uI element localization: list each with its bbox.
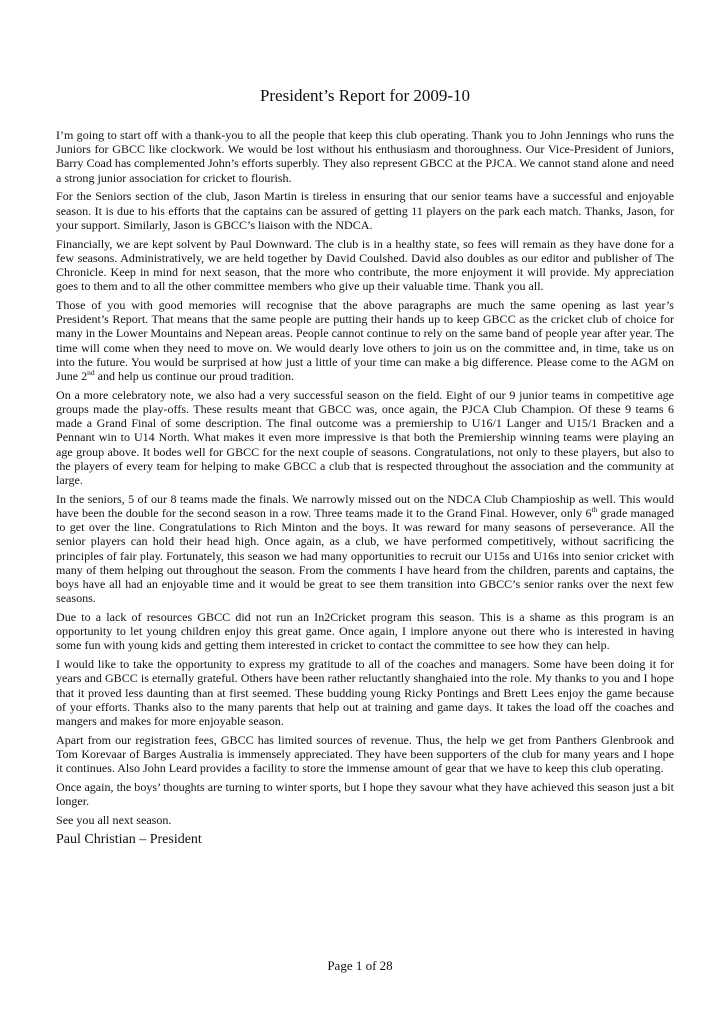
page-number: Page 1 of 28: [327, 958, 393, 973]
paragraph-sponsors: Apart from our registration fees, GBCC has limited sources of revenue. Thus, the help we get from Panthers Glenbrook and Tom Korevaar of Barges Australia is immensely appreciated. They have been supporters of the club for many years and I hope it continues. Also John Leard provides a facility to store the immense amount of gear that we have to keep this club operating.: [56, 732, 674, 776]
paragraph-text: and help us continue our proud tradition.: [94, 369, 295, 384]
paragraph-volunteers-juniors: I’m going to start off with a thank-you to all the people that keep this club operating. Thank you to John Jennings who runs the Juniors for GBCC like clockwork. We would be lost without his enthusiasm and thoroughness. Our Vice-President of Juniors, Barry Coad has complemented John’s efforts superbly. They also represent GBCC at the PJCA. We cannot stand alone and need a strong junior association for cricket to flourish.: [56, 128, 674, 185]
paragraph-in2cricket: Due to a lack of resources GBCC did not run an In2Cricket program this season. This is a shame as this program is an opportunity to let young children enjoy this great game. Once again, I implore anyone out there who is interested in having some fun with young kids and getting them interested in cricket to contact the committee to see how they can help.: [56, 610, 674, 653]
paragraph-junior-results: On a more celebratory note, we also had a very successful season on the field. Eight of our 9 junior teams in competitive age groups made the play-offs. These results meant that GBCC was, once again, the PJCA Club Champion. Of these 9 teams 6 made a Grand Final of some description. The final outcome was a premiership to U16/1 Langer and U15/1 Bracken and a Pennant win to U14 North. What makes it even more impressive is that both the Premiership winning teams were playing an age group above. It bodes well for GBCC for the next couple of seasons. Congratulations, not only to these players, but also to the players of every team for helping to make GBCC a club that is respected throughout the association and the community at large.: [56, 387, 674, 488]
signature: Paul Christian – President: [56, 831, 202, 847]
paragraph-winter-sports: Once again, the boys’ thoughts are turning to winter sports, but I hope they savour what they have achieved this season just a bit longer.: [56, 780, 674, 809]
ordinal-suffix: nd: [87, 368, 95, 378]
paragraph-farewell: See you all next season.: [56, 813, 172, 828]
paragraph-text: grade managed to get over the line. Congratulations to Rich Minton and the boys. It was reward for many seasons of perseverance. All the senior players can hold their head high. Once again, as a club, we have performed competitively, without sacrificing the principles of fair play. Fortunately, this season we had many opportunities to recruit our U15s and U16s into senior cricket with many of them helping out throughout the season. From the comments I have heard from the children, parents and captains, the boys have all had an enjoyable time and it would be great to see them transition into GBCC’s senior ranks over the next few seasons.: [56, 506, 675, 606]
paragraph-text: Those of you with good memories will recognise that the above paragraphs are much the same opening as last year’s President’s Report. That means that the same people are putting their hands up to keep GBCC as the cricket club of choice for many in the Lower Mountains and Nepean areas. People cannot continue to rely on the same band of people year after year. The time will come when they need to move on. We would dearly love others to join us on the committee and, in time, take us on into the future. You would be surprised at how just a little of your time can make a big difference. Please come to the AGM on June 2: [56, 298, 674, 384]
paragraph-seniors-section: For the Seniors section of the club, Jason Martin is tireless in ensuring that our senior teams have a successful and enjoyable season. It is due to his efforts that the captains can be assured of getting 11 players on the park each match. Thanks, Jason, for your support. Similarly, Jason is GBCC’s liaison with the NDCA.: [56, 189, 674, 232]
paragraph-senior-results: [56, 492, 674, 606]
paragraph-coaches-thanks: I would like to take the opportunity to express my gratitude to all of the coaches and managers. Some have been doing it for years and GBCC is eternally grateful. Others have been rather reluctantly shanghaied into the role. My thanks to you and I hope that it proved less daunting than at first seemed. These budding young Ricky Pontings and Brett Lees enjoy the game because of your efforts. Thanks also to the many parents that help out at training and game days. It takes the load off the coaches and mangers and makes for more enjoyable season.: [56, 657, 674, 729]
paragraph-committee-appeal: [56, 298, 674, 383]
paragraph-text: In the seniors, 5 of our 8 teams made the finals. We narrowly missed out on the NDCA Club Champioship as well. This would have been the double for the second season in a row. Three teams made it to the Grand Final. However, only 6: [56, 491, 674, 521]
ordinal-suffix: th: [591, 505, 598, 515]
report-title: President’s Report for 2009-10: [259, 86, 471, 105]
paragraph-finances: Financially, we are kept solvent by Paul Downward. The club is in a healthy state, so fees will remain as they have done for a few seasons. Administratively, we are held together by David Coulshed. David also doubles as our editor and publisher of The Chronicle. Keep in mind for next season, that the more who contribute, the more enjoyment it will provide. My appreciation goes to them and to all the other committee members who give up their valuable time. Thank you all.: [56, 236, 674, 294]
